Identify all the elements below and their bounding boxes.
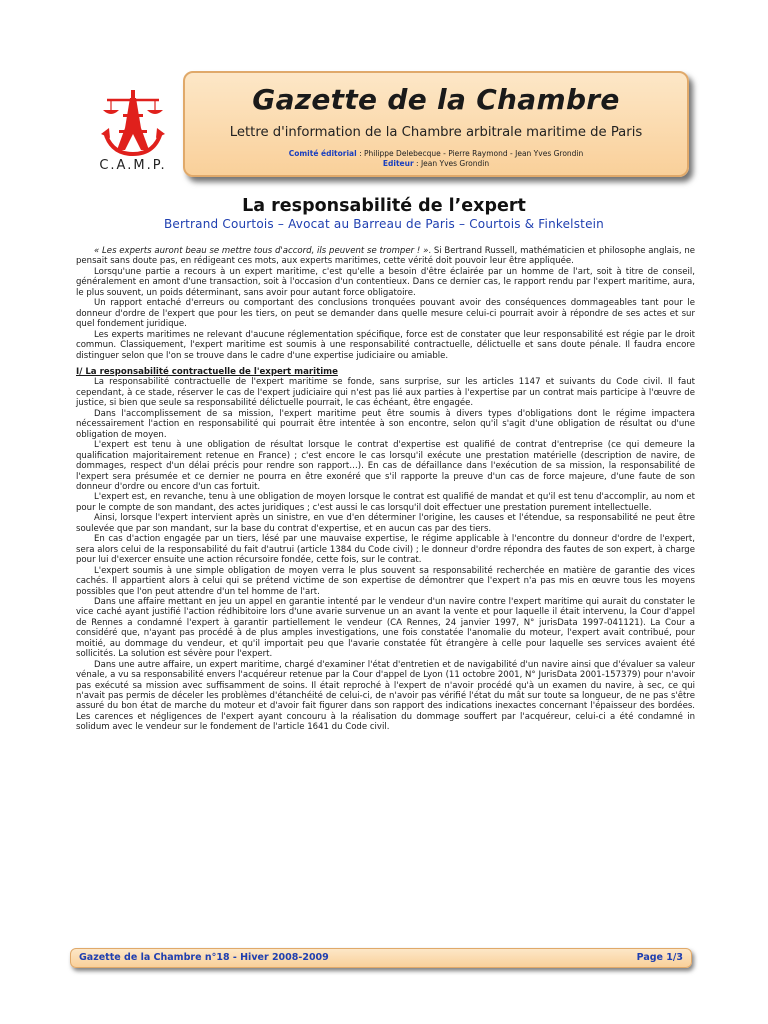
- article-title: La responsabilité de l’expert: [242, 196, 526, 216]
- paragraph: L'expert soumis à une simple obligation de moyen verra le plus souvent sa responsabilité recherchée en matière de garantie des vices cachés. Il appartient alors à celui qui se prétend victime de son expertise de démontrer que l'expert n'a pas mis en œuvre tous les moyens possibles que l'on peut attendre d'un tel homme de l'art.: [76, 565, 695, 597]
- paragraph: En cas d'action engagée par un tiers, lésé par une mauvaise expertise, le régime applicable à l'encontre du donneur d'ordre de l'expert, sera alors celui de la responsabilité du fait d'autrui (article 1384 du Code civil) ; le donneur d'ordre répondra des fautes de son expert, à charge pour lui d'exercer ensuite une action récursoire fondée, cette fois, sur le contrat.: [76, 534, 695, 566]
- section-heading: I/ La responsabilité contractuelle de l'expert maritime: [76, 366, 338, 377]
- editor-line: [185, 159, 687, 168]
- paragraph: L'expert est tenu à une obligation de résultat lorsque le contrat d'expertise est qualifié de contrat d'entreprise (ce qui demeure la qualification majoritairement retenue en France) ; c'est encore le cas lorsqu'il exécute une prestation matérielle (description de navire, de dommages, respect d'un délai précis pour rendre son rapport…). En cas de défaillance dans l'exécution de sa mission, la responsabilité de l'expert sera présumée et ce dernier ne pourra en être exonéré que s'il rapporte la preuve d'un cas de force majeure, d'une faute de son donneur d'ordre ou encore d'un cas fortuit.: [76, 440, 695, 492]
- eiffel-anchor-scales-icon: [97, 88, 169, 158]
- article-author: Bertrand Courtois – Avocat au Barreau de Paris – Courtois & Finkelstein: [163, 217, 604, 231]
- russell-quote: « Les experts auront beau se mettre tous d'accord, ils peuvent se tromper ! »: [94, 246, 429, 256]
- paragraph: Dans l'accomplissement de sa mission, l'expert maritime peut être soumis à divers types d'obligations dont le régime impactera nécessairement l'action en responsabilité qui pourrait être intentée à son encontre, selon qu'il s'agit d'une obligation de résultat ou d'une obligation de moyen.: [76, 408, 695, 440]
- paragraph-intro: [76, 246, 695, 267]
- paragraph: Lorsqu'une partie a recours à un expert maritime, c'est qu'elle a besoin d'être éclairée par un homme de l'art, soit à titre de conseil, généralement en amont d'une transaction, soit à l'occasion d'un contentieux. Dans ce dernier cas, le rapport rendu par l'expert maritime, aura, le plus souvent, un poids déterminant, sans avoir pour autant force obligatoire.: [76, 266, 695, 298]
- paragraph: Dans une autre affaire, un expert maritime, chargé d'examiner l'état d'entretien et de navigabilité d'un navire ainsi que d'évaluer sa valeur vénale, a vu sa responsabilité envers l'acquéreur retenue par la Cour d'appel de Lyon (11 octobre 2001, N° JurisData 2001-157379) pour n'avoir pas exécuté sa mission avec suffisamment de soins. Il était reproché à l'expert de n'avoir procédé qu'à un examen du navire, à sec, ce qui n'avait pas permis de déceler les problèmes d'étanchéité de celui-ci, de n'avoir pas vérifié l'état du mât sur toute sa longueur, de ne pas s'être assuré du bon état de marche du moteur et d'avoir fait figurer dans son rapport des indications inexactes concernant l'épaisseur des bordées. Les carences et négligences de l'expert ayant concouru à la réalisation du dommage souffert par l'acquéreur, celui-ci a été condamné in solidum avec le vendeur sur le fondement de l'article 1641 du Code civil.: [76, 659, 695, 733]
- committee-value: : Philippe Delebecque - Pierre Raymond - Jean Yves Grondin: [356, 149, 584, 158]
- committee-label: Comité éditorial: [288, 149, 357, 158]
- gazette-subtitle: Lettre d'information de la Chambre arbitrale maritime de Paris: [229, 125, 643, 140]
- article-body: [76, 246, 695, 733]
- paragraph: Un rapport entaché d'erreurs ou comportant des conclusions tronquées pouvant avoir des conséquences dommageables tant pour le donneur d'ordre de l'expert que pour les tiers, on peut se demander dans quelle mesure celui-ci pourrait avoir à répondre de ses actes et sur quel fondement juridique.: [76, 298, 695, 330]
- masthead: [183, 71, 689, 177]
- issue-label: Gazette de la Chambre n°18 - Hiver 2008-2009: [79, 952, 329, 963]
- paragraph: Dans une affaire mettant en jeu un appel en garantie intenté par le vendeur d'un navire contre l'expert maritime qui aurait du constater le vice caché ayant justifié l'action rédhibitoire lors d'une avarie survenue un an avant la vente et pour laquelle il était intervenu, la Cour d'appel de Rennes a condamné l'expert à garantir partiellement le vendeur (CA Rennes, 24 janvier 1997, N° jurisData 1997-041121). La Cour a considéré que, n'ayant pas procédé à de plus amples investigations, une fois constatée l'anomalie du moteur, l'expert avait contribué, pour moitié, au dommage du vendeur, et qu'il importait peu que l'avarie constatée fût étrangère à celle pour laquelle ses services avaient été sollicités. La solution est sévère pour l'expert.: [76, 596, 695, 660]
- page-number: Page 1/3: [636, 952, 683, 963]
- editorial-committee: [185, 149, 687, 158]
- page-footer: [70, 948, 692, 968]
- paragraph: L'expert est, en revanche, tenu à une obligation de moyen lorsque le contrat est qualifié de mandat et qu'il est tenu d'accomplir, au nom et pour le compte de son mandant, des actes juridiques ; c'est aussi le cas lorsqu'il doit effectuer une prestation purement intellectuelle.: [76, 492, 695, 513]
- gazette-title: Gazette de la Chambre: [252, 83, 620, 116]
- paragraph: Les experts maritimes ne relevant d'aucune réglementation spécifique, force est de constater que leur responsabilité est régie par le droit commun. Classiquement, l'expert maritime est soumis à une responsabilité contractuelle, délictuelle et sans doute pénale. Il faudra encore distinguer selon que l'on se trouve dans le cadre d'une expertise judiciaire ou amiable.: [76, 329, 695, 361]
- editor-value: : Jean Yves Grondin: [413, 159, 490, 168]
- paragraph: Ainsi, lorsque l'expert intervient après un sinistre, en vue d'en déterminer l'origine, les causes et l'étendue, sa responsabilité ne peut être soulevée que par son mandant, sur la base du contrat d'expertise, et en aucun cas par des tiers.: [76, 513, 695, 534]
- paragraph: La responsabilité contractuelle de l'expert maritime se fonde, sans surprise, sur les articles 1147 et suivants du Code civil. Il faut cependant, à ce stade, réserver le cas de l'expert judiciaire qui n'est pas lié aux parties à l'expertise par un contrat mais participe à l'œuvre de justice, si bien que seule sa responsabilité délictuelle pourrait, le cas échéant, être engagée.: [76, 377, 695, 409]
- logo-text: C.A.M.P.: [99, 158, 167, 173]
- editor-label: Editeur: [382, 159, 414, 168]
- intro-rest: . Si Bertrand Russell, mathématicien et philosophe anglais, ne pensait sans doute pas, en rédigeant ces mots, aux experts maritimes, cette vérité doit pouvoir leur être appliquée.: [76, 246, 695, 267]
